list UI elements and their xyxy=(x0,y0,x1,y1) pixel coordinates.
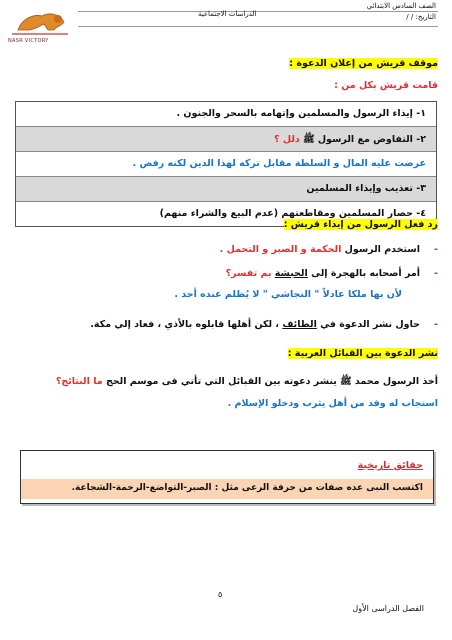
grade-label: الصف السادس الابتدائي xyxy=(366,2,436,10)
bullet-marker: - xyxy=(433,319,438,330)
table-cell: ٣- تعذيب وإيذاء المسلمين xyxy=(306,183,426,194)
bullet-text: استخدم الرسول xyxy=(344,244,420,255)
header-divider xyxy=(78,11,438,12)
section-title-response: رد فعل الرسول من إيذاء قريش : xyxy=(283,219,438,230)
header-divider-2 xyxy=(78,26,438,27)
bullet-item xyxy=(90,319,420,330)
card-text: اكتسب النبى عده صفات من حرفة الرعى مثل : الصبر-التواضع-الرحمة-الشجاعة. xyxy=(71,483,423,493)
card-body xyxy=(21,479,433,499)
bullet-item xyxy=(220,244,420,255)
quraysh-actions-table xyxy=(15,101,437,227)
question-text: ما النتائج؟ xyxy=(55,376,103,387)
question-text: دلل ؟ xyxy=(274,134,300,145)
table-row xyxy=(16,127,436,152)
answer-text: عرضت عليه المال و السلطة مقابل تركه لهذا الدين لكنه رفض . xyxy=(132,158,426,169)
section-title-quraysh: موقف قريش من إعلان الدعوة : xyxy=(289,58,438,69)
bullet-marker: - xyxy=(433,268,438,279)
card-title: حقائق تاريخية xyxy=(357,460,423,471)
bullet-text: أمر أصحابه بالهجرة إلى xyxy=(311,268,420,279)
logo-text: NASR VICTORY xyxy=(8,38,49,44)
paragraph xyxy=(56,375,438,389)
question-text: بم تفسر؟ xyxy=(225,268,272,279)
table-cell: ١- إيذاء الرسول والمسلمين وإتهامه بالسحر والجنون . xyxy=(176,108,426,119)
bullet-text: حاول نشر الدعوة في xyxy=(320,319,420,330)
subject-label: الدراسات الاجتماعية xyxy=(198,10,257,18)
answer-text: استجاب له وفد من أهل يثرب ودخلو الإسلام . xyxy=(227,398,438,409)
table-row xyxy=(16,102,436,127)
table-row xyxy=(16,152,436,177)
row-text: ٢- التفاوض مع الرسول ﷺ xyxy=(303,134,426,145)
table-row xyxy=(16,177,436,202)
paragraph-text: أخذ الرسول محمد ﷺ ينشر دعوته بين القبائل التي تأتي فى موسم الحج xyxy=(105,376,438,387)
date-field: التاريخ: / / xyxy=(406,13,436,21)
bullet-underlined: الحبشة xyxy=(274,268,308,279)
historical-facts-card xyxy=(20,450,434,504)
bullet-text: ، لكن أهلها قابلوه بالأذي ، فعاد إلي مكة. xyxy=(90,319,280,330)
footer-term: الفصل الدراسى الأول xyxy=(352,604,424,613)
table-cell: ٤- حصار المسلمين ومقاطعتهم (عدم البيع والشراء منهم) xyxy=(159,208,426,219)
page-header xyxy=(0,0,452,50)
bullet-marker: - xyxy=(433,244,438,255)
page-number: ٥ xyxy=(218,590,223,599)
table-cell xyxy=(274,133,426,147)
bullet-item xyxy=(226,268,420,279)
section-title-tribes: نشر الدعوة بين القبائل العربية : xyxy=(287,348,438,359)
section-subtitle: قامت قريش بكل من : xyxy=(334,80,438,91)
bullet-highlight: الحكمة و الصبر و التحمل . xyxy=(219,244,342,255)
answer-text: لأن بها ملكا عادلاً " النجاشي " لا يُظلم عنده أحد . xyxy=(174,289,402,300)
bullet-underlined: الطائف xyxy=(282,319,317,330)
